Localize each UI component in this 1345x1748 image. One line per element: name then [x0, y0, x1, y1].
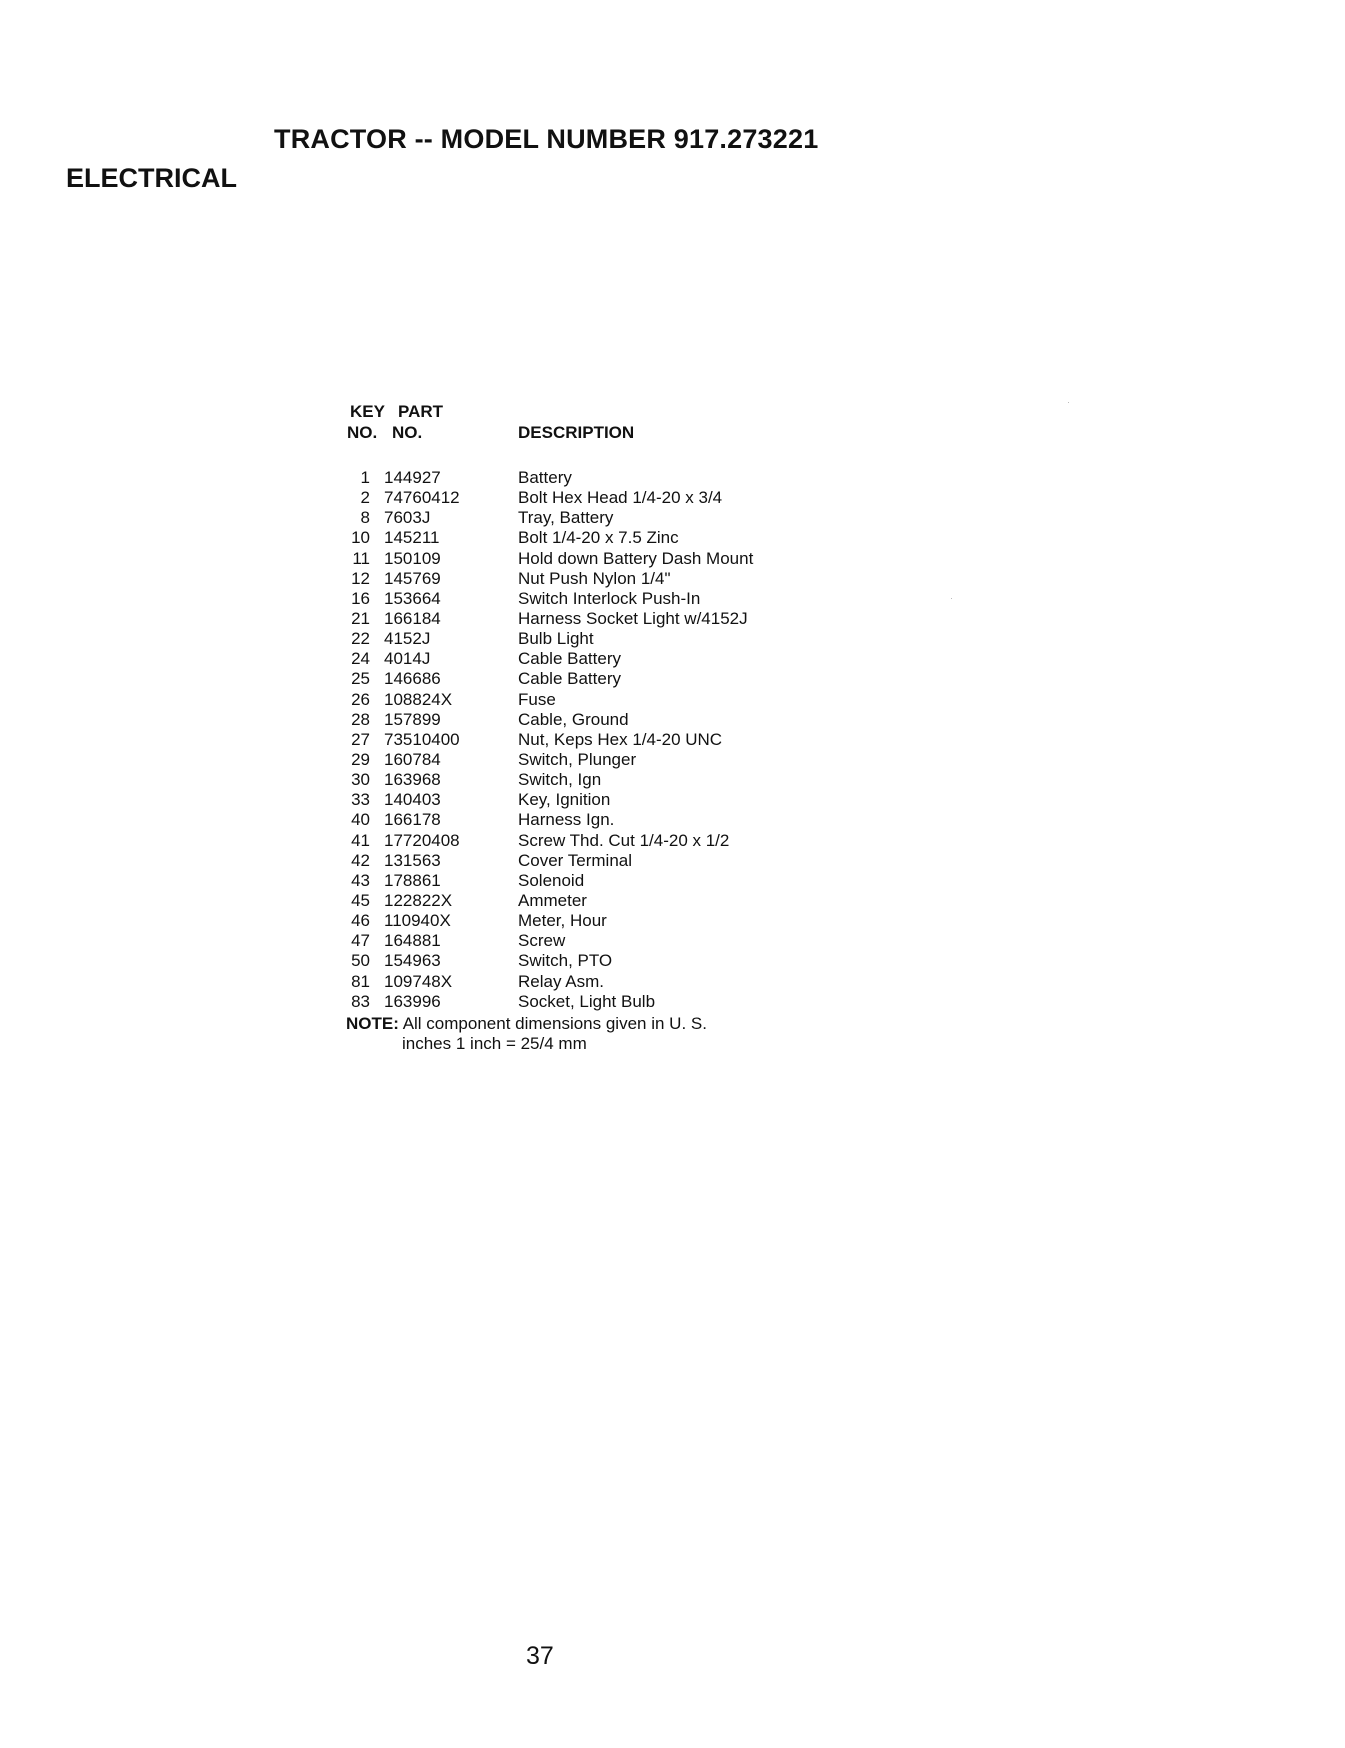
part-number: 108824X [384, 689, 453, 709]
table-row [346, 629, 906, 649]
key-number: 83 [351, 991, 370, 1011]
key-number: 10 [351, 528, 370, 548]
part-description: Fuse [518, 689, 556, 709]
table-row [346, 468, 906, 488]
part-description: Switch Interlock Push-In [518, 588, 701, 608]
table-row [346, 750, 906, 770]
part-number: 163996 [384, 991, 441, 1011]
part-description: Solenoid [518, 870, 585, 890]
key-number: 46 [351, 911, 370, 931]
part-description: Cable, Ground [518, 709, 629, 729]
table-row [346, 790, 906, 810]
parts-list [346, 402, 906, 1054]
part-description: Switch, PTO [518, 951, 613, 971]
key-number: 21 [351, 608, 370, 628]
scan-speck [1068, 402, 1069, 403]
note-text-line1: All component dimensions given in U. S. [402, 1013, 707, 1033]
part-number: 7603J [384, 508, 431, 528]
table-row [346, 710, 906, 730]
part-number: 166178 [384, 810, 441, 830]
part-description: Battery [518, 468, 572, 487]
table-row [346, 690, 906, 710]
part-number: 144927 [384, 468, 441, 487]
part-number: 157899 [384, 709, 441, 729]
part-description: Switch, Plunger [518, 749, 637, 769]
table-row [346, 810, 906, 830]
table-row [346, 589, 906, 609]
part-number: 164881 [384, 931, 441, 951]
part-number: 110940X [384, 911, 451, 931]
description-column-header: DESCRIPTION [518, 423, 635, 442]
note-label: NOTE: [346, 1013, 399, 1033]
key-number: 25 [351, 669, 370, 689]
part-number: 131563 [384, 850, 441, 870]
key-number: 27 [351, 729, 370, 749]
table-row [346, 669, 906, 689]
part-description: Nut Push Nylon 1/4" [518, 568, 671, 588]
part-description: Key, Ignition [518, 790, 611, 810]
part-number: 73510400 [384, 729, 460, 749]
table-row [346, 528, 906, 548]
part-description: Hold down Battery Dash Mount [518, 548, 754, 568]
part-description: Cover Terminal [518, 850, 633, 870]
part-description: Screw Thd. Cut 1/4-20 x 1/2 [518, 830, 730, 850]
part-number: 109748X [384, 971, 453, 991]
page-number: 37 [526, 1642, 554, 1670]
table-row [346, 871, 906, 891]
part-description: Switch, Ign [518, 770, 602, 790]
key-number: 41 [351, 830, 370, 850]
section-title: ELECTRICAL [66, 163, 237, 193]
key-column-header-line1: KEY [350, 402, 385, 421]
part-description: Bolt 1/4-20 x 7.5 Zinc [518, 528, 679, 548]
part-number: 163968 [384, 770, 441, 790]
table-row [346, 488, 906, 508]
key-number: 1 [360, 468, 370, 487]
page-title: TRACTOR -- MODEL NUMBER 917.273221 [274, 124, 819, 154]
part-description: Relay Asm. [518, 971, 604, 991]
parts-list-rows [346, 468, 906, 1012]
key-number: 26 [351, 689, 370, 709]
table-row [346, 569, 906, 589]
part-number: 146686 [384, 669, 441, 689]
part-description: Bulb Light [518, 629, 594, 649]
table-row [346, 931, 906, 951]
part-column-header-line2: NO. [392, 423, 423, 442]
part-description: Bolt Hex Head 1/4-20 x 3/4 [518, 488, 723, 508]
table-row [346, 891, 906, 911]
table-row [346, 831, 906, 851]
table-row [346, 609, 906, 629]
part-number: 160784 [384, 749, 441, 769]
parts-list-header [346, 402, 906, 446]
part-description: Nut, Keps Hex 1/4-20 UNC [518, 729, 723, 749]
table-row [346, 992, 906, 1012]
table-row [346, 951, 906, 971]
scan-speck [951, 598, 952, 599]
part-number: 145211 [384, 528, 440, 548]
key-number: 22 [351, 629, 370, 649]
key-number: 33 [351, 790, 370, 810]
key-number: 11 [352, 548, 370, 568]
key-number: 29 [351, 749, 370, 769]
part-description: Screw [518, 931, 566, 951]
key-number: 81 [351, 971, 370, 991]
part-number: 4014J [384, 649, 431, 669]
key-number: 42 [351, 850, 370, 870]
table-row [346, 770, 906, 790]
key-number: 2 [360, 488, 370, 508]
part-number: 178861 [384, 870, 441, 890]
part-number: 122822X [384, 890, 453, 910]
table-row [346, 730, 906, 750]
key-number: 47 [351, 931, 370, 951]
key-number: 43 [351, 870, 370, 890]
table-row [346, 649, 906, 669]
part-column-header-line1: PART [398, 402, 444, 421]
part-description: Cable Battery [518, 649, 621, 669]
note [346, 1014, 906, 1054]
part-number: 154963 [384, 951, 441, 971]
table-row [346, 508, 906, 528]
part-number: 74760412 [384, 488, 460, 508]
part-number: 145769 [384, 568, 441, 588]
part-description: Meter, Hour [518, 911, 607, 931]
key-number: 12 [351, 568, 370, 588]
key-number: 50 [351, 951, 370, 971]
part-description: Cable Battery [518, 669, 621, 689]
key-column-header-line2: NO. [347, 423, 378, 442]
part-description: Harness Ign. [518, 810, 615, 830]
table-row [346, 549, 906, 569]
key-number: 28 [351, 709, 370, 729]
key-number: 45 [351, 890, 370, 910]
key-number: 40 [351, 810, 370, 830]
note-text-line2: inches 1 inch = 25/4 mm [402, 1033, 587, 1053]
part-description: Ammeter [518, 890, 587, 910]
key-number: 24 [351, 649, 370, 669]
part-number: 153664 [384, 588, 441, 608]
table-row [346, 972, 906, 992]
key-number: 8 [360, 508, 370, 528]
part-description: Socket, Light Bulb [518, 991, 656, 1011]
part-number: 166184 [384, 608, 441, 628]
table-row [346, 851, 906, 871]
part-description: Tray, Battery [518, 508, 614, 528]
part-number: 17720408 [384, 830, 460, 850]
table-row [346, 911, 906, 931]
key-number: 30 [351, 770, 370, 790]
part-description: Harness Socket Light w/4152J [518, 608, 748, 628]
part-number: 4152J [384, 629, 431, 649]
key-number: 16 [351, 588, 370, 608]
part-number: 150109 [384, 548, 441, 568]
part-number: 140403 [384, 790, 441, 810]
